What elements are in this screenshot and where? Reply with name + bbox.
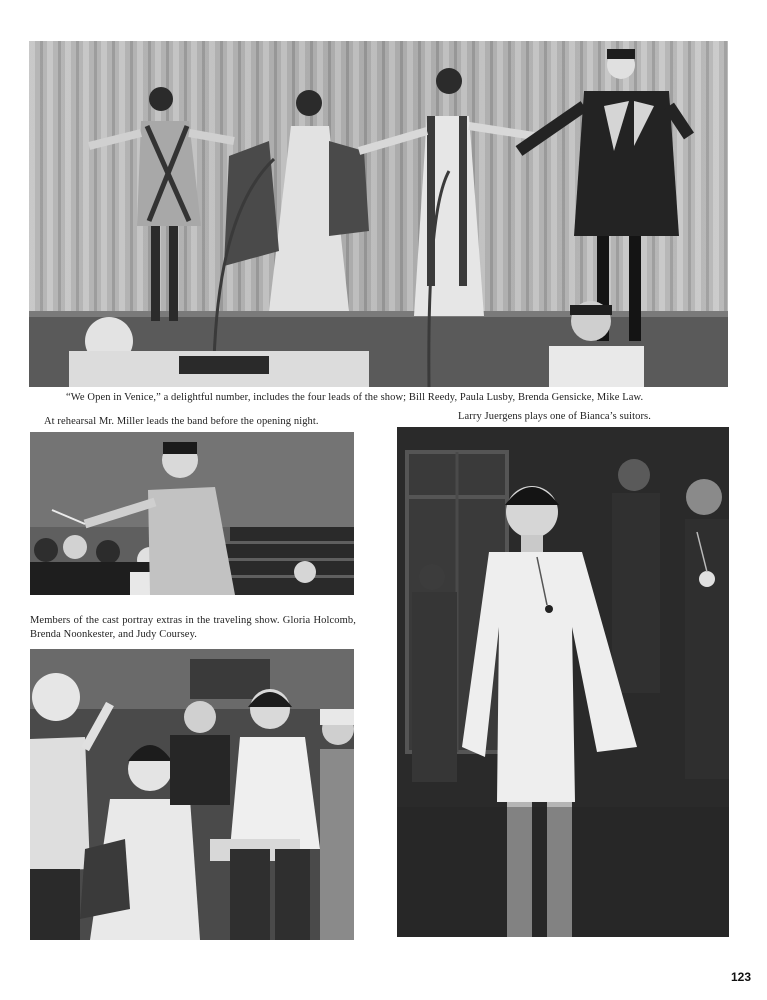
- rehearsal-caption: At rehearsal Mr. Miller leads the band before the opening night.: [44, 416, 319, 427]
- extras-photo: [30, 649, 354, 940]
- page-number: 123: [730, 970, 751, 984]
- suitor-photo: [397, 427, 729, 937]
- extras-caption: Members of the cast portray extras in the traveling show. Gloria Holcomb, Brenda Noonkester, and Judy Coursey.: [30, 615, 356, 640]
- rehearsal-photo: [30, 432, 354, 595]
- stage-caption: “We Open in Venice,” a delightful number, includes the four leads of the show; Bill Reedy, Paula Lusby, Brenda Gensicke, Mike Law.: [66, 392, 644, 403]
- stage-photo: [29, 41, 728, 387]
- suitor-caption: Larry Juergens plays one of Bianca’s suitors.: [458, 411, 651, 422]
